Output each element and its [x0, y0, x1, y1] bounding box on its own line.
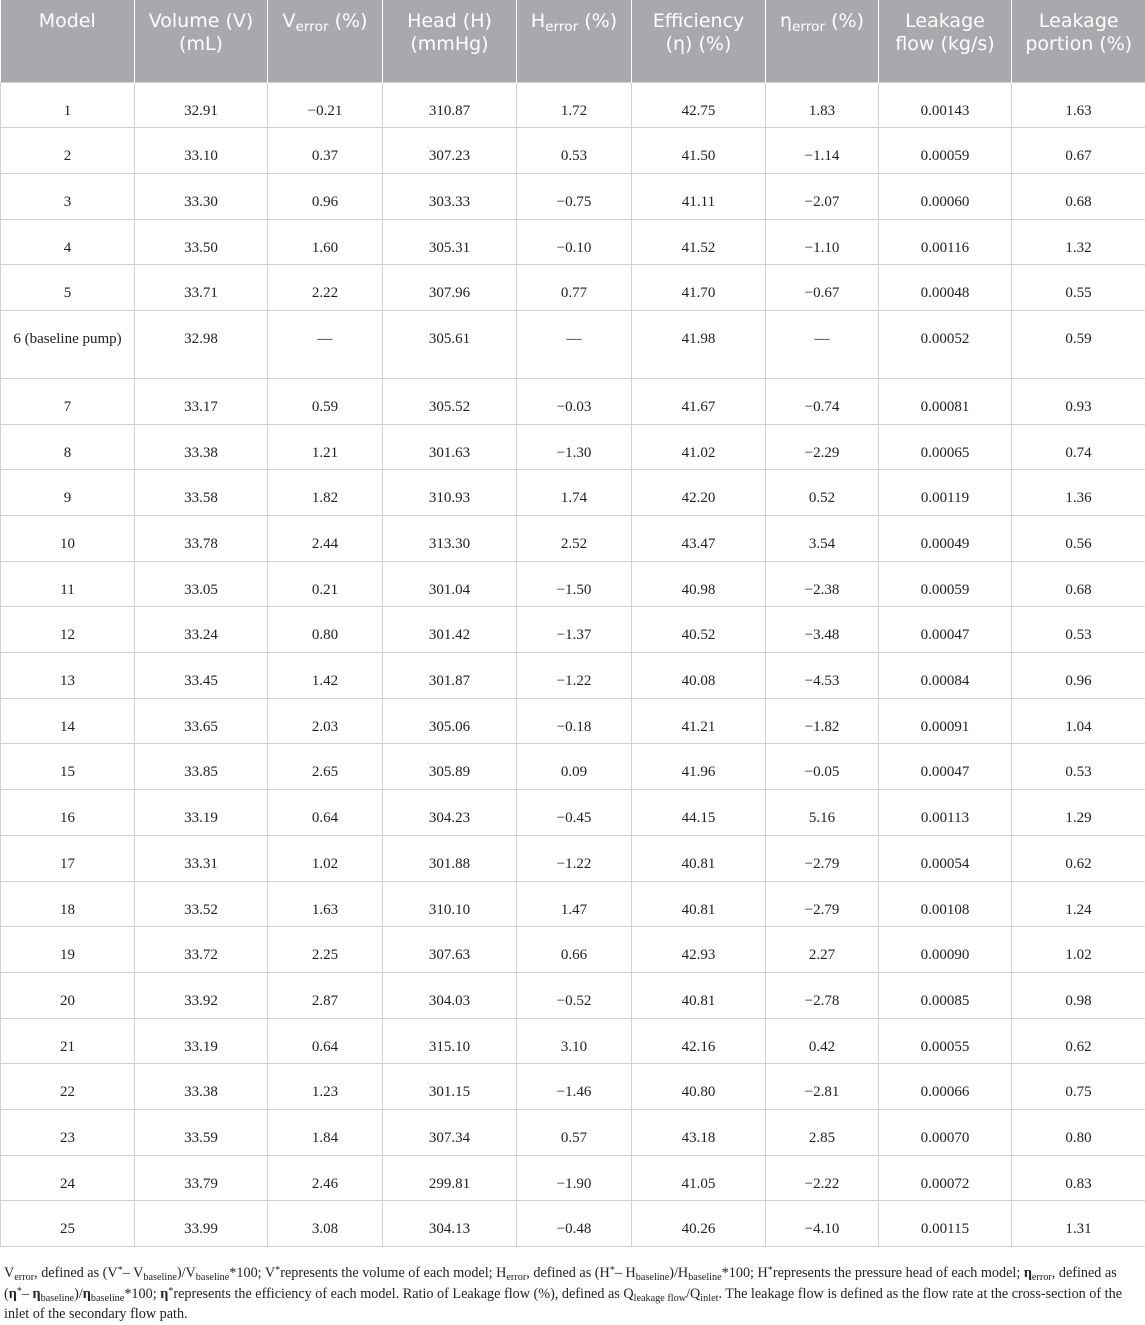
table-cell: 0.00052 [879, 310, 1012, 378]
table-cell: 1.23 [268, 1064, 383, 1110]
table-cell: 32.98 [135, 310, 268, 378]
header-leakage-portion: Leakage portion (%) [1012, 0, 1145, 82]
table-cell: 41.52 [632, 219, 766, 265]
header-efficiency: Efficiency (η) (%) [632, 0, 766, 82]
table-cell: 301.42 [383, 607, 517, 653]
table-cell: 33.92 [135, 972, 268, 1018]
table-cell: 33.19 [135, 1018, 268, 1064]
table-cell: 0.53 [1012, 744, 1145, 790]
table-cell: 0.55 [1012, 265, 1145, 311]
table-cell: 33.78 [135, 516, 268, 562]
table-cell: 299.81 [383, 1155, 517, 1201]
table-cell: 1.36 [1012, 470, 1145, 516]
table-cell: 33.19 [135, 790, 268, 836]
table-cell: 310.93 [383, 470, 517, 516]
table-cell: 33.59 [135, 1109, 268, 1155]
table-cell: −1.22 [517, 835, 632, 881]
table-cell: 40.81 [632, 881, 766, 927]
table-cell: −2.78 [766, 972, 879, 1018]
table-cell: 0.00059 [879, 128, 1012, 174]
table-cell: 1.32 [1012, 219, 1145, 265]
table-cell: 40.52 [632, 607, 766, 653]
table-cell: 1.24 [1012, 881, 1145, 927]
table-cell: 33.38 [135, 424, 268, 470]
table-cell: 0.00055 [879, 1018, 1012, 1064]
table-cell: −0.05 [766, 744, 879, 790]
table-cell: 1.63 [268, 881, 383, 927]
table-cell: 313.30 [383, 516, 517, 562]
table-cell: 0.77 [517, 265, 632, 311]
table-cell: −3.48 [766, 607, 879, 653]
table-cell: 33.45 [135, 653, 268, 699]
table-cell: 0.74 [1012, 424, 1145, 470]
table-cell: 0.80 [268, 607, 383, 653]
table-cell: 301.63 [383, 424, 517, 470]
table-cell: 42.75 [632, 82, 766, 128]
table-cell: 0.00054 [879, 835, 1012, 881]
table-row [1, 1201, 1145, 1247]
table-cell: 33.99 [135, 1201, 268, 1247]
table-cell: 0.83 [1012, 1155, 1145, 1201]
table-cell: 25 [1, 1201, 135, 1247]
table-cell: 0.00070 [879, 1109, 1012, 1155]
table-cell: 17 [1, 835, 135, 881]
table-cell: 3 [1, 173, 135, 219]
table-cell: 0.00047 [879, 744, 1012, 790]
table-cell: 0.62 [1012, 835, 1145, 881]
table-row [1, 1109, 1145, 1155]
table-cell: 1.47 [517, 881, 632, 927]
table-cell: 0.96 [1012, 653, 1145, 699]
header-leakage-flow: Leakage flow (kg/s) [879, 0, 1012, 82]
header-head: Head (H) (mmHg) [383, 0, 517, 82]
table-cell: 0.00072 [879, 1155, 1012, 1201]
table-cell: 41.50 [632, 128, 766, 174]
table-row [1, 1018, 1145, 1064]
table-cell: 33.72 [135, 927, 268, 973]
table-cell: 22 [1, 1064, 135, 1110]
table-cell: −2.29 [766, 424, 879, 470]
table-cell: 0.62 [1012, 1018, 1145, 1064]
table-cell: 2.03 [268, 698, 383, 744]
table-cell: −2.81 [766, 1064, 879, 1110]
table-row [1, 310, 1145, 378]
table-cell: 41.98 [632, 310, 766, 378]
table-cell: 0.75 [1012, 1064, 1145, 1110]
table-row [1, 698, 1145, 744]
table-cell: 33.58 [135, 470, 268, 516]
table-row [1, 835, 1145, 881]
table-cell: 0.64 [268, 1018, 383, 1064]
table-cell: 301.15 [383, 1064, 517, 1110]
table-cell: 41.96 [632, 744, 766, 790]
table-cell: 0.00047 [879, 607, 1012, 653]
table-cell: 301.87 [383, 653, 517, 699]
table-cell: 1.72 [517, 82, 632, 128]
table-cell: 0.67 [1012, 128, 1145, 174]
table-cell: −1.30 [517, 424, 632, 470]
table-cell: 11 [1, 561, 135, 607]
table-cell: −0.74 [766, 378, 879, 424]
table-cell: 307.23 [383, 128, 517, 174]
table-cell: 2.25 [268, 927, 383, 973]
table-cell: 33.24 [135, 607, 268, 653]
table-cell: 33.38 [135, 1064, 268, 1110]
table-cell: 23 [1, 1109, 135, 1155]
table-cell: 10 [1, 516, 135, 562]
table-cell: 307.63 [383, 927, 517, 973]
table-row [1, 561, 1145, 607]
table-cell: 41.21 [632, 698, 766, 744]
table-cell: 1.84 [268, 1109, 383, 1155]
table-cell: 42.16 [632, 1018, 766, 1064]
table-cell: 42.20 [632, 470, 766, 516]
table-cell: 1.21 [268, 424, 383, 470]
table-row [1, 424, 1145, 470]
table-cell: 0.09 [517, 744, 632, 790]
table-cell: 24 [1, 1155, 135, 1201]
table-cell: 41.02 [632, 424, 766, 470]
table-cell: 41.05 [632, 1155, 766, 1201]
table-cell: 7 [1, 378, 135, 424]
table-cell: −4.10 [766, 1201, 879, 1247]
table-cell: −1.90 [517, 1155, 632, 1201]
table-cell: −1.10 [766, 219, 879, 265]
table-cell: 0.64 [268, 790, 383, 836]
table-cell: 12 [1, 607, 135, 653]
table-cell: 2.52 [517, 516, 632, 562]
table-cell: 1.04 [1012, 698, 1145, 744]
table-cell: 305.06 [383, 698, 517, 744]
table-cell: 1.02 [1012, 927, 1145, 973]
table-cell: 0.00060 [879, 173, 1012, 219]
table-cell: 6 (baseline pump) [1, 310, 135, 378]
table-cell: 0.00049 [879, 516, 1012, 562]
table-cell: −2.79 [766, 881, 879, 927]
table-cell: 33.52 [135, 881, 268, 927]
table-cell: 33.65 [135, 698, 268, 744]
table-cell: −1.22 [517, 653, 632, 699]
table-cell: 0.00081 [879, 378, 1012, 424]
table-cell: −0.75 [517, 173, 632, 219]
table-cell: 0.68 [1012, 561, 1145, 607]
table-cell: 5.16 [766, 790, 879, 836]
table-cell: — [268, 310, 383, 378]
table-row [1, 790, 1145, 836]
table-cell: 304.03 [383, 972, 517, 1018]
table-cell: 307.34 [383, 1109, 517, 1155]
table-cell: 33.31 [135, 835, 268, 881]
table-cell: 0.96 [268, 173, 383, 219]
table-cell: 0.80 [1012, 1109, 1145, 1155]
table-cell: 0.42 [766, 1018, 879, 1064]
table-cell: 1.42 [268, 653, 383, 699]
table-cell: −2.22 [766, 1155, 879, 1201]
table-row [1, 378, 1145, 424]
table-cell: 301.04 [383, 561, 517, 607]
table-cell: 33.50 [135, 219, 268, 265]
table-cell: 0.00084 [879, 653, 1012, 699]
table-cell: — [517, 310, 632, 378]
table-cell: −2.07 [766, 173, 879, 219]
table-cell: 1.60 [268, 219, 383, 265]
header-volume-error: $V_{error}$ (%) [268, 0, 383, 82]
table-cell: 8 [1, 424, 135, 470]
table-cell: 0.00059 [879, 561, 1012, 607]
table-cell: 0.57 [517, 1109, 632, 1155]
table-cell: 310.10 [383, 881, 517, 927]
table-cell: 0.00066 [879, 1064, 1012, 1110]
table-cell: 15 [1, 744, 135, 790]
table-row [1, 607, 1145, 653]
table-cell: 304.23 [383, 790, 517, 836]
table-cell: 41.70 [632, 265, 766, 311]
table-cell: 40.81 [632, 835, 766, 881]
table-cell: 305.89 [383, 744, 517, 790]
table-cell: −0.21 [268, 82, 383, 128]
table-cell: 1.74 [517, 470, 632, 516]
table-cell: 41.11 [632, 173, 766, 219]
table-cell: 43.18 [632, 1109, 766, 1155]
table-cell: 3.08 [268, 1201, 383, 1247]
table-cell: −1.14 [766, 128, 879, 174]
table-cell: 18 [1, 881, 135, 927]
table-cell: 44.15 [632, 790, 766, 836]
table-cell: −1.82 [766, 698, 879, 744]
table-cell: 2.22 [268, 265, 383, 311]
table-cell: 33.30 [135, 173, 268, 219]
table-cell: 310.87 [383, 82, 517, 128]
table-cell: −2.79 [766, 835, 879, 881]
table-cell: −0.10 [517, 219, 632, 265]
table-cell: −0.18 [517, 698, 632, 744]
table-cell: 305.31 [383, 219, 517, 265]
table-cell: −0.52 [517, 972, 632, 1018]
table-cell: 33.85 [135, 744, 268, 790]
table-cell: 33.17 [135, 378, 268, 424]
table-cell: 0.00065 [879, 424, 1012, 470]
table-cell: 16 [1, 790, 135, 836]
table-cell: 43.47 [632, 516, 766, 562]
table-cell: 14 [1, 698, 135, 744]
table-cell: −1.37 [517, 607, 632, 653]
table-cell: 3.54 [766, 516, 879, 562]
table-cell: 2.44 [268, 516, 383, 562]
table-cell: 0.52 [766, 470, 879, 516]
table-cell: 1.83 [766, 82, 879, 128]
table-cell: 0.93 [1012, 378, 1145, 424]
table-cell: 33.71 [135, 265, 268, 311]
table-row [1, 1155, 1145, 1201]
table-cell: 21 [1, 1018, 135, 1064]
table-cell: 0.53 [517, 128, 632, 174]
table-cell: 0.00085 [879, 972, 1012, 1018]
table-cell: 9 [1, 470, 135, 516]
table-cell: 0.00143 [879, 82, 1012, 128]
header-row [1, 0, 1145, 82]
table-cell: 3.10 [517, 1018, 632, 1064]
table-cell: 0.00113 [879, 790, 1012, 836]
header-model: Model [1, 0, 135, 82]
table-cell: 0.66 [517, 927, 632, 973]
table-cell: 301.88 [383, 835, 517, 881]
table-row [1, 881, 1145, 927]
header-head-error: $H_{error}$ (%) [517, 0, 632, 82]
table-row [1, 744, 1145, 790]
table-cell: 0.59 [1012, 310, 1145, 378]
table-cell: −1.46 [517, 1064, 632, 1110]
table-cell: −4.53 [766, 653, 879, 699]
table-row [1, 173, 1145, 219]
table-cell: 40.26 [632, 1201, 766, 1247]
table-row [1, 265, 1145, 311]
table-cell: 20 [1, 972, 135, 1018]
table-cell: 1.82 [268, 470, 383, 516]
table-cell: 33.05 [135, 561, 268, 607]
table-cell: 32.91 [135, 82, 268, 128]
table-cell: 2.85 [766, 1109, 879, 1155]
table-row [1, 128, 1145, 174]
table-cell: 1 [1, 82, 135, 128]
table-cell: 19 [1, 927, 135, 973]
table-cell: 5 [1, 265, 135, 311]
table-row [1, 653, 1145, 699]
table-cell: 42.93 [632, 927, 766, 973]
table-cell: 305.61 [383, 310, 517, 378]
table-cell: 13 [1, 653, 135, 699]
table-cell: 2.46 [268, 1155, 383, 1201]
table-row [1, 972, 1145, 1018]
table-cell: −0.45 [517, 790, 632, 836]
table-cell: 40.81 [632, 972, 766, 1018]
table-cell: 0.21 [268, 561, 383, 607]
table-cell: −0.03 [517, 378, 632, 424]
table-cell: 304.13 [383, 1201, 517, 1247]
header-volume: Volume (V) (mL) [135, 0, 268, 82]
table-cell: 0.53 [1012, 607, 1145, 653]
table-cell: 2.65 [268, 744, 383, 790]
table-cell: 0.00090 [879, 927, 1012, 973]
table-cell: 1.63 [1012, 82, 1145, 128]
table-cell: 0.00091 [879, 698, 1012, 744]
table-cell: 2 [1, 128, 135, 174]
table-cell: 0.98 [1012, 972, 1145, 1018]
table-cell: 33.79 [135, 1155, 268, 1201]
table-cell: 40.80 [632, 1064, 766, 1110]
table-cell: 2.27 [766, 927, 879, 973]
table-cell: 0.37 [268, 128, 383, 174]
table-cell: −0.67 [766, 265, 879, 311]
table-cell: 1.02 [268, 835, 383, 881]
table-cell: −2.38 [766, 561, 879, 607]
table-cell: 303.33 [383, 173, 517, 219]
table-row [1, 470, 1145, 516]
table-cell: 41.67 [632, 378, 766, 424]
table-cell: 0.59 [268, 378, 383, 424]
table-footnote: $V_{error}$, defined as (V*– $V_{baseline})/V_{baseline}*100$; V*represents the volume of each model; $H_{error}$, defined as (H*– $H_{baseline})/H_{baseline}*100$; H*represents the pressure head of each model; $\eta_{error}$, defined as (η*– $\eta_{baseline})/\eta_{baseline}*100$; η*represents the efficiency of each model. Ratio of Leakage flow (%), defined as $Q_{leakage flow}/Q_{inlet}$. The leakage flow is defined as the flow rate at the cross-section of the inlet of the secondary flow path. [4, 1264, 1123, 1322]
table-row [1, 927, 1145, 973]
table-cell: 307.96 [383, 265, 517, 311]
table-cell: 0.00116 [879, 219, 1012, 265]
table-cell: — [766, 310, 879, 378]
table-cell: 305.52 [383, 378, 517, 424]
table-cell: 0.00119 [879, 470, 1012, 516]
table-cell: 315.10 [383, 1018, 517, 1064]
table-body [1, 82, 1145, 1247]
table-row [1, 516, 1145, 562]
table-cell: 0.00108 [879, 881, 1012, 927]
table-cell: 0.00115 [879, 1201, 1012, 1247]
table-cell: −1.50 [517, 561, 632, 607]
header-efficiency-error: $\eta_{error}$ (%) [766, 0, 879, 82]
table-cell: 40.98 [632, 561, 766, 607]
table-cell: 0.56 [1012, 516, 1145, 562]
table-row [1, 219, 1145, 265]
table-row [1, 1064, 1145, 1110]
table-cell: −0.48 [517, 1201, 632, 1247]
table-row [1, 82, 1145, 128]
table-cell: 33.10 [135, 128, 268, 174]
table-cell: 2.87 [268, 972, 383, 1018]
table-cell: 40.08 [632, 653, 766, 699]
table-cell: 4 [1, 219, 135, 265]
table-cell: 1.31 [1012, 1201, 1145, 1247]
table-cell: 0.00048 [879, 265, 1012, 311]
table-cell: 0.68 [1012, 173, 1145, 219]
table-cell: 1.29 [1012, 790, 1145, 836]
